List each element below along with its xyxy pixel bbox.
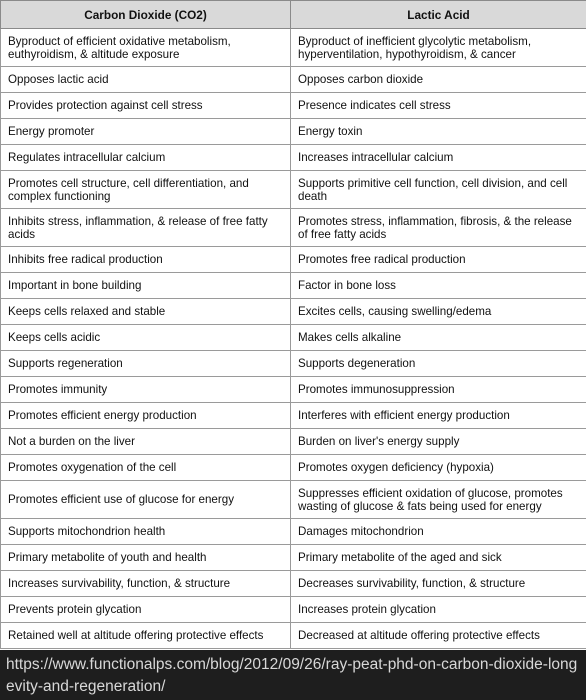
co2-cell: Not a burden on the liver [1,429,291,455]
table-row [1,119,586,145]
header-carbon-dioxide: Carbon Dioxide (CO2) [1,1,291,29]
co2-cell: Keeps cells acidic [1,325,291,351]
co2-cell: Promotes immunity [1,377,291,403]
lactic-cell: Promotes free radical production [291,247,586,273]
co2-cell: Prevents protein glycation [1,597,291,623]
lactic-cell: Decreases survivability, function, & structure [291,571,586,597]
table-row [1,209,586,247]
co2-cell: Retained well at altitude offering protective effects [1,623,291,649]
lactic-cell: Suppresses efficient oxidation of glucose, promotes wasting of glucose & fats being used for energy [291,481,586,519]
lactic-cell: Excites cells, causing swelling/edema [291,299,586,325]
table-row [1,571,586,597]
co2-cell: Supports regeneration [1,351,291,377]
table-row [1,67,586,93]
table-row [1,455,586,481]
co2-cell: Promotes cell structure, cell differentiation, and complex functioning [1,171,291,209]
co2-cell: Inhibits stress, inflammation, & release of free fatty acids [1,209,291,247]
lactic-cell: Promotes oxygen deficiency (hypoxia) [291,455,586,481]
table-row [1,519,586,545]
co2-cell: Increases survivability, function, & structure [1,571,291,597]
co2-cell: Keeps cells relaxed and stable [1,299,291,325]
co2-cell: Regulates intracellular calcium [1,145,291,171]
lactic-cell: Opposes carbon dioxide [291,67,586,93]
lactic-cell: Supports degeneration [291,351,586,377]
header-lactic-acid: Lactic Acid [291,1,586,29]
lactic-cell: Decreased at altitude offering protective effects [291,623,586,649]
lactic-cell: Supports primitive cell function, cell division, and cell death [291,171,586,209]
co2-cell: Energy promoter [1,119,291,145]
table-row [1,403,586,429]
lactic-cell: Promotes immunosuppression [291,377,586,403]
co2-cell: Primary metabolite of youth and health [1,545,291,571]
table-row [1,299,586,325]
co2-cell: Promotes efficient use of glucose for energy [1,481,291,519]
co2-cell: Inhibits free radical production [1,247,291,273]
lactic-cell: Primary metabolite of the aged and sick [291,545,586,571]
table-row [1,597,586,623]
table-row [1,171,586,209]
co2-cell: Important in bone building [1,273,291,299]
lactic-cell: Increases intracellular calcium [291,145,586,171]
table-row [1,273,586,299]
lactic-cell: Makes cells alkaline [291,325,586,351]
co2-cell: Opposes lactic acid [1,67,291,93]
table-row [1,481,586,519]
co2-cell: Promotes oxygenation of the cell [1,455,291,481]
lactic-cell: Presence indicates cell stress [291,93,586,119]
header-row [1,1,586,29]
lactic-cell: Interferes with efficient energy production [291,403,586,429]
table-header [1,1,586,29]
table-row [1,623,586,649]
table-row [1,93,586,119]
lactic-cell: Promotes stress, inflammation, fibrosis, & the release of free fatty acids [291,209,586,247]
source-url-caption[interactable]: https://www.functionalps.com/blog/2012/09/26/ray-peat-phd-on-carbon-dioxide-longevity-and-regeneration/ [6,656,578,695]
co2-cell: Byproduct of efficient oxidative metabolism, euthyroidism, & altitude exposure [1,29,291,67]
co2-cell: Supports mitochondrion health [1,519,291,545]
table-row [1,377,586,403]
table-row [1,325,586,351]
table-row [1,545,586,571]
lactic-cell: Energy toxin [291,119,586,145]
co2-cell: Provides protection against cell stress [1,93,291,119]
lactic-cell: Increases protein glycation [291,597,586,623]
table-body [1,29,586,649]
table-row [1,351,586,377]
lactic-cell: Damages mitochondrion [291,519,586,545]
table-row [1,429,586,455]
lactic-cell: Factor in bone loss [291,273,586,299]
lactic-cell: Byproduct of inefficient glycolytic metabolism, hyperventilation, hypothyroidism, & cancer [291,29,586,67]
table-row [1,247,586,273]
co2-cell: Promotes efficient energy production [1,403,291,429]
table-row [1,29,586,67]
table-row [1,145,586,171]
lactic-cell: Burden on liver's energy supply [291,429,586,455]
